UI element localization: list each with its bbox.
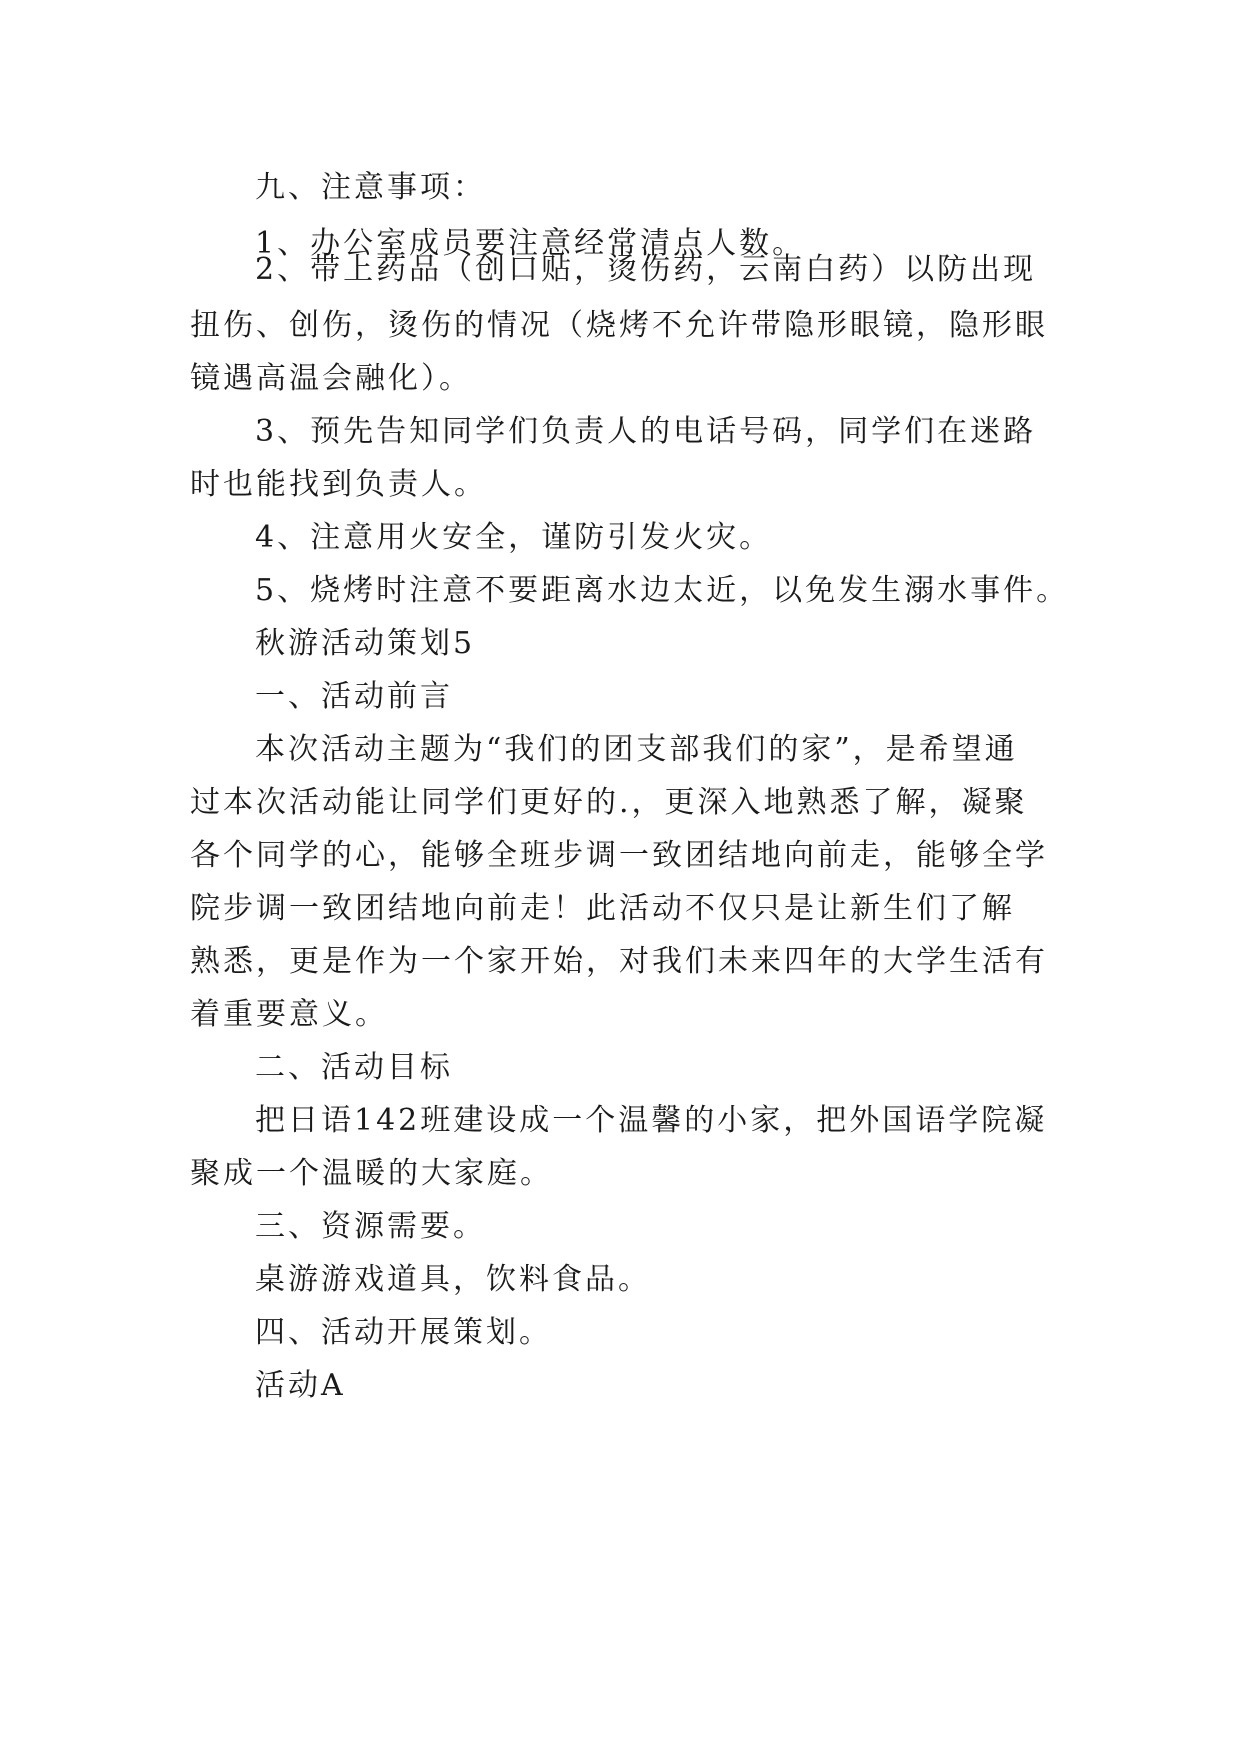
note-item-1: 1、办公室成员要注意经常清点人数。 (255, 226, 806, 261)
section-heading-preface: 一、活动前言 (255, 679, 453, 714)
activity-a-heading: 活动A (255, 1368, 346, 1403)
preface-paragraph-line-6: 着重要意义。 (190, 997, 388, 1032)
section-heading-activity-plan: 四、活动开展策划。 (255, 1315, 552, 1350)
note-item-2: 2、带上药品（创口贴，烫伤药，云南白药）以防出现 (255, 252, 1037, 287)
section-heading-resources: 三、资源需要。 (255, 1209, 486, 1244)
resources-text: 桌游游戏道具，饮料食品。 (255, 1262, 651, 1297)
note-item-3: 3、预先告知同学们负责人的电话号码，同学们在迷路 (255, 414, 1037, 449)
plan-title: 秋游活动策划5 (255, 626, 476, 661)
preface-paragraph-line-5: 熟悉，更是作为一个家开始，对我们未来四年的大学生活有 (190, 944, 1048, 979)
section-heading-notes: 九、注意事项： (255, 170, 486, 205)
note-item-4: 4、注意用火安全，谨防引发火灾。 (255, 520, 773, 555)
note-item-5: 5、烧烤时注意不要距离水边太近，以免发生溺水事件。 (255, 573, 1070, 608)
note-item-3-cont: 时也能找到负责人。 (190, 467, 487, 502)
note-item-2-cont-2: 镜遇高温会融化）。 (190, 361, 472, 396)
preface-paragraph-line-1: 本次活动主题为“我们的团支部我们的家”，是希望通 (255, 732, 1018, 767)
goals-paragraph-line-2: 聚成一个温暖的大家庭。 (190, 1156, 553, 1191)
preface-paragraph-line-2: 过本次活动能让同学们更好的.，更深入地熟悉了解，凝聚 (190, 785, 1028, 820)
section-heading-goals: 二、活动目标 (255, 1050, 453, 1085)
note-item-2-cont-1: 扭伤、创伤，烫伤的情况（烧烤不允许带隐形眼镜，隐形眼 (190, 308, 1048, 343)
goals-paragraph-line-1: 把日语142班建设成一个温馨的小家，把外国语学院凝 (255, 1103, 1048, 1138)
preface-paragraph-line-4: 院步调一致团结地向前走！此活动不仅只是让新生们了解 (190, 891, 1015, 926)
preface-paragraph-line-3: 各个同学的心，能够全班步调一致团结地向前走，能够全学 (190, 838, 1048, 873)
